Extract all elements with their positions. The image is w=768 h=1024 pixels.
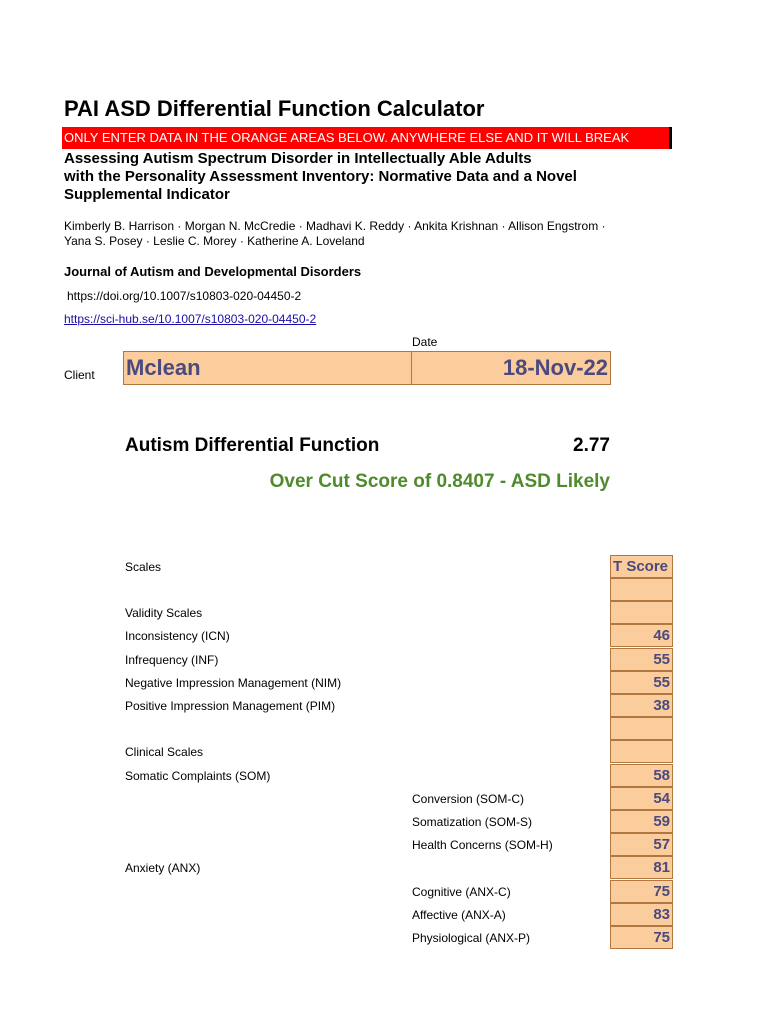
subscale-label: Conversion (SOM-C) (412, 791, 525, 806)
page-title: PAI ASD Differential Function Calculator (64, 96, 485, 121)
scale-label: Infrequency (INF) (125, 652, 219, 667)
scale-label: Negative Impression Management (NIM) (125, 675, 342, 690)
t-score-cell[interactable]: 55 (610, 671, 673, 694)
t-score-cell[interactable]: 59 (610, 810, 673, 833)
authors-list: Kimberly B. Harrison · Morgan N. McCredie · Madhavi K. Reddy · Ankita Krishnan · Allison Engstrom · Yana S. Posey · Leslie C. Morey · Katherine A. Loveland (64, 219, 606, 248)
t-score-cell[interactable]: 81 (610, 856, 673, 879)
scales-label: Scales (125, 560, 162, 574)
subscale-label: Cognitive (ANX-C) (412, 884, 511, 899)
client-label: Client (64, 368, 95, 382)
scale-label: Inconsistency (ICN) (125, 629, 230, 644)
t-score-cell[interactable]: 46 (610, 624, 673, 647)
tscore-header: T Score (610, 555, 673, 578)
subscale-label: Somatization (SOM-S) (412, 815, 533, 829)
scale-label: Anxiety (ANX) (125, 861, 201, 876)
doi-text: https://doi.org/10.1007/s10803-020-04450-2 (67, 289, 302, 303)
date-input-cell[interactable] (411, 351, 611, 385)
client-name: Mclean (126, 355, 201, 380)
t-score-cell[interactable]: 75 (610, 880, 673, 903)
sci-hub-link[interactable]: https://sci-hub.se/10.1007/s10803-020-04450-2 (64, 312, 317, 326)
scale-label: Clinical Scales (125, 745, 204, 760)
subscale-label: Physiological (ANX-P) (412, 931, 531, 945)
scale-label: Validity Scales (125, 606, 203, 621)
t-score-cell[interactable]: 55 (610, 648, 673, 671)
t-score-cell[interactable]: 83 (610, 903, 673, 926)
adf-label: Autism Differential Function (125, 435, 380, 456)
t-score-cell[interactable]: 54 (610, 787, 673, 810)
t-score-cell[interactable]: 58 (610, 764, 673, 787)
t-score-cell[interactable]: 75 (610, 926, 673, 949)
t-score-cell[interactable] (610, 578, 673, 601)
journal-name: Journal of Autism and Developmental Disorders (64, 264, 362, 279)
t-score-cell[interactable]: 57 (610, 833, 673, 856)
date-label: Date (412, 335, 438, 349)
date-value: 18-Nov-22 (502, 355, 608, 380)
paper-title: Assessing Autism Spectrum Disorder in Intellectually Able Adults with the Personality Assessment Inventory: Normative Data and a Novel Supplemental Indicator (64, 150, 577, 203)
subscale-label: Affective (ANX-A) (412, 907, 506, 922)
result-interpretation: Over Cut Score of 0.8407 - ASD Likely (269, 471, 610, 492)
warning-banner: ONLY ENTER DATA IN THE ORANGE AREAS BELOW. ANYWHERE ELSE AND IT WILL BREAK (62, 127, 672, 149)
client-input-cell[interactable] (123, 351, 412, 385)
subscale-label: Health Concerns (SOM-H) (412, 838, 553, 853)
t-score-cell[interactable] (610, 740, 673, 763)
t-score-cell[interactable] (610, 717, 673, 740)
adf-value: 2.77 (573, 435, 610, 456)
scale-label: Positive Impression Management (PIM) (125, 699, 336, 713)
scale-label: Somatic Complaints (SOM) (125, 768, 271, 783)
t-score-cell[interactable] (610, 601, 673, 624)
t-score-cell[interactable]: 38 (610, 694, 673, 717)
